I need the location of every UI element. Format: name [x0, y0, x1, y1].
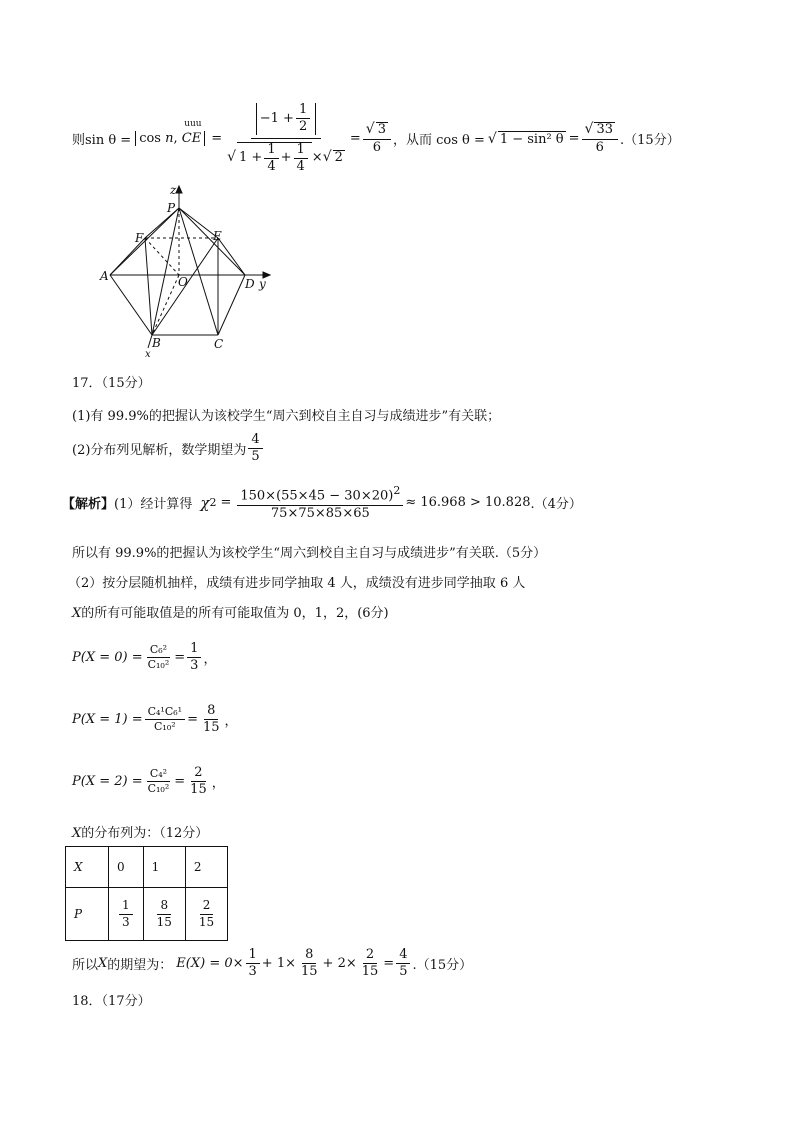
text: 15 — [198, 914, 215, 929]
abs-cos: cos n, CE uuu — [135, 131, 205, 146]
chi-fraction — [237, 485, 403, 521]
text: ， — [211, 776, 225, 792]
answer-1: (1)有 99.9%的把握认为该校学生“周六到校自主自习与成绩进步”有关联； — [72, 409, 501, 424]
label-p: P — [167, 201, 176, 215]
text: 2 — [298, 119, 308, 135]
text: 15 — [190, 782, 207, 798]
table-cell — [109, 888, 144, 941]
text: P(X = 0) = — [72, 650, 143, 666]
text: 8 — [204, 704, 218, 720]
label-d: D — [245, 277, 255, 291]
text: 4 — [248, 433, 262, 449]
text: 【解析】 — [62, 497, 115, 513]
table-cell — [143, 888, 185, 941]
text: 150×(55×45 − 30×20) — [240, 488, 394, 504]
label-a: A — [100, 269, 109, 283]
table-cell: 0 — [109, 847, 144, 888]
text: 2 — [200, 899, 214, 914]
text: 所以 — [72, 958, 99, 974]
text: 75×75×85×65 — [270, 505, 370, 521]
text: cos — [139, 131, 161, 147]
text: C₆² — [147, 644, 170, 658]
text: 2 — [209, 496, 217, 510]
label-f: F — [135, 231, 144, 245]
text: 的所有可能取值是的所有可能取值为 0，1，2，(6分) — [81, 606, 389, 621]
text: ， — [203, 652, 217, 668]
text: 3 — [122, 914, 130, 929]
text: 1 — [187, 642, 201, 658]
text: 2 — [191, 766, 205, 782]
label-e: E — [213, 229, 222, 243]
big-fraction: −1 + $\frac{1}{2}$ √ 1 + $\frac{1}{4}$ + $\frac{1}{4}$ × √ 2 — [227, 102, 343, 174]
table-cell: X — [66, 847, 109, 888]
text: 15 — [361, 964, 379, 980]
text: 15 — [156, 914, 172, 929]
values-line — [72, 602, 389, 621]
text: n — [165, 131, 174, 147]
text: P(X = 2) = — [72, 774, 143, 790]
text: = — [187, 712, 198, 728]
table-cell — [185, 888, 227, 941]
text: 1 + — [239, 150, 263, 166]
text: C₁₀² — [154, 720, 176, 734]
text: + 1× — [261, 956, 296, 972]
result-fraction: $\frac{√ 3}{6}$ — [363, 122, 391, 155]
geometry-figure — [95, 180, 285, 360]
text: ，从而 cos θ = — [393, 133, 485, 149]
p-x-2 — [72, 766, 225, 798]
text: .（15分） — [620, 133, 680, 149]
text: P(X = 1) = — [72, 712, 143, 728]
q18-heading: 18．（17分） — [72, 994, 151, 1009]
text: 33 — [596, 122, 614, 138]
chi-square-line — [62, 485, 582, 521]
text: × — [311, 149, 323, 165]
text: 2 — [363, 948, 377, 964]
text: = — [220, 495, 232, 511]
part-2: （2）按分层随机抽样，成绩有进步同学抽取 4 人，成绩没有进步同学抽取 6 人 — [68, 576, 526, 591]
text: 2 — [334, 150, 343, 166]
text: = — [568, 131, 580, 147]
p-x-0 — [72, 642, 216, 674]
text: C₁₀² — [147, 782, 170, 796]
dist-label — [72, 822, 208, 841]
text: = — [383, 956, 395, 972]
text: 1 — [296, 103, 310, 119]
text: C₁₀² — [147, 658, 170, 672]
label-y: y — [259, 277, 266, 291]
text: 4 — [267, 158, 276, 174]
text: ≈ 16.968 > 10.828 — [405, 495, 531, 511]
conclusion: 所以有 99.9%的把握认为该校学生“周六到校自主自习与成绩进步”有关联.（5分） — [72, 546, 547, 561]
text: 1 — [294, 143, 308, 159]
text: (1）经计算得 — [114, 497, 193, 513]
text: 6 — [595, 139, 604, 155]
text: = — [349, 131, 361, 147]
table-cell: 1 — [143, 847, 185, 888]
text: C₄¹C₆¹ — [145, 706, 185, 720]
text: 6 — [372, 139, 382, 155]
distribution-table — [65, 846, 228, 941]
text: 2 — [393, 484, 401, 497]
text: χ — [200, 493, 210, 512]
text: = — [174, 650, 186, 666]
text: X — [98, 956, 108, 972]
text: ， — [224, 714, 238, 730]
text: 的分布列为：（12分） — [81, 826, 209, 841]
text: 15 — [301, 964, 318, 980]
text: 3 — [377, 122, 386, 138]
label-z: z — [170, 183, 177, 197]
label-o: O — [178, 275, 188, 289]
text: 1 — [246, 948, 260, 964]
text: CE — [181, 131, 202, 147]
text: 8 — [157, 899, 171, 914]
p-x-1 — [72, 704, 238, 736]
text: 8 — [302, 948, 316, 964]
text: E(X) = 0× — [176, 956, 244, 972]
table-cell: 2 — [185, 847, 227, 888]
text: X — [72, 826, 82, 841]
sin-theta-formula: 则sin θ = cos n, CE uuu = −1 + $\frac{1}{2}$ √ 1 + $\frac{1}{4}$ + $\frac{1}{4}$ × √ 2 = $\frac{√ 3}{6}$ ，从而 cos θ = √ 1 − sin² θ = $\frac{√ 33}{6}$ .（15分） — [72, 102, 680, 174]
text: (2)分布列见解析，数学期望为 — [72, 443, 247, 459]
text: 5 — [399, 964, 408, 980]
text: = — [211, 131, 223, 147]
text: X — [72, 606, 82, 621]
text: + — [280, 150, 292, 166]
text: 的期望为： — [107, 958, 173, 974]
text: 1 — [119, 899, 133, 914]
text: 4 — [296, 158, 305, 174]
text: 3 — [190, 658, 199, 674]
text: 则sin θ = — [72, 133, 132, 149]
text: 1 − sin² θ — [499, 131, 564, 147]
vector-mark: uuu — [184, 119, 202, 130]
text: 1 — [264, 143, 278, 159]
text: 5 — [251, 449, 260, 465]
text: 4 — [396, 948, 410, 964]
text: .（15分） — [412, 958, 473, 974]
table-row — [66, 888, 228, 941]
text: C₄² — [147, 768, 170, 782]
text: 3 — [248, 964, 257, 980]
text: = — [174, 774, 186, 790]
q17-heading: 17．（15分） — [72, 376, 151, 391]
expectation-line — [72, 948, 472, 980]
text: + 2× — [322, 956, 357, 972]
text: .（4分） — [530, 497, 582, 513]
label-b: B — [152, 336, 161, 350]
cos-result-fraction: $\frac{√ 33}{6}$ — [582, 122, 618, 155]
table-row — [66, 847, 228, 888]
answer-2 — [72, 433, 265, 465]
label-x: x — [145, 349, 151, 360]
text: 15 — [203, 720, 220, 736]
label-c: C — [214, 337, 224, 351]
text: −1 + — [259, 110, 294, 126]
table-cell: P — [66, 888, 109, 941]
